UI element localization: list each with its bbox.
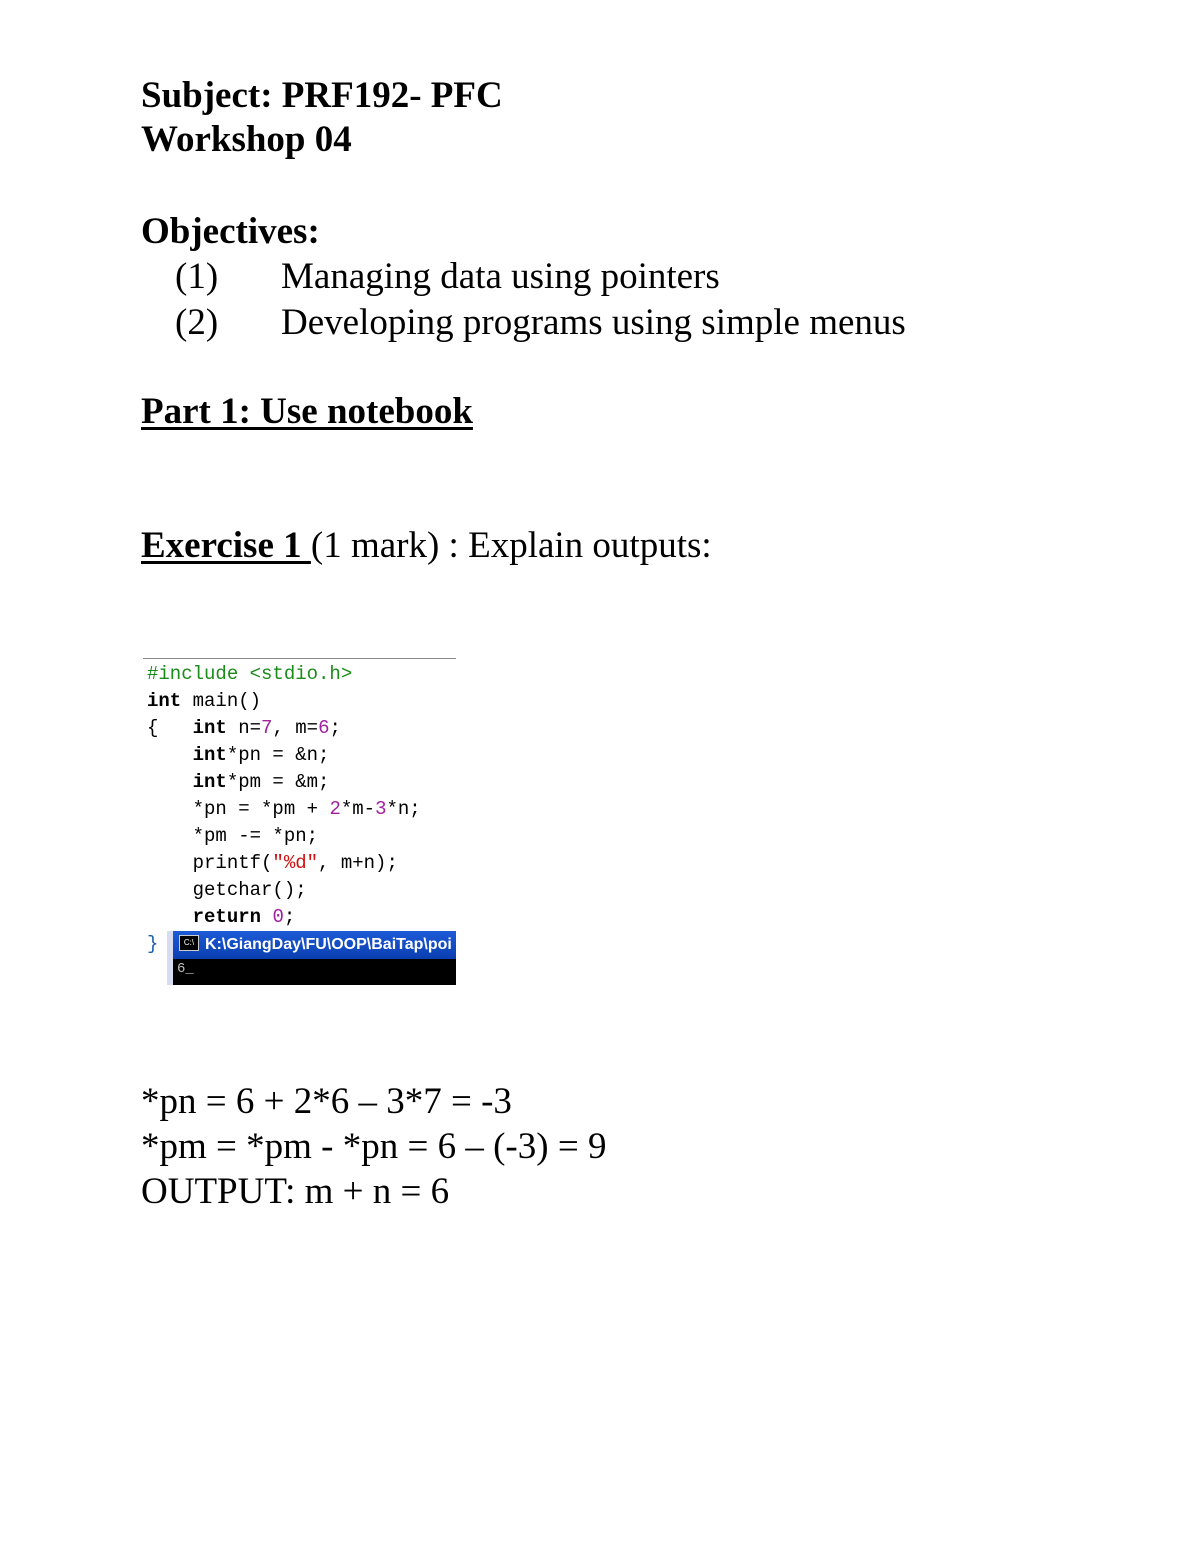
explanation-output: OUTPUT: m + n = 6 [141, 1171, 450, 1212]
code-line: { int n=7, m=6; [147, 717, 341, 739]
subject-title: Subject: PRF192- PFC [141, 75, 503, 116]
code-line: int*pm = &m; [192, 771, 330, 793]
explanation-line: *pm = *pm - *pn = 6 – (-3) = 9 [141, 1126, 607, 1167]
code-line: printf("%d", m+n); [147, 852, 398, 874]
explanation-line: *pn = 6 + 2*6 – 3*7 = -3 [141, 1081, 512, 1122]
workshop-title: Workshop 04 [141, 119, 352, 160]
objectives-heading: Objectives: [141, 211, 320, 252]
code-line: int main() [147, 690, 262, 712]
code-line: int*pn = &n; [192, 744, 330, 766]
objective-text: Developing programs using simple menus [281, 302, 906, 343]
part1-heading: Part 1: Use notebook [141, 391, 473, 432]
exercise1-label: Exercise 1 [141, 525, 311, 566]
objective-number: (2) [175, 302, 219, 343]
console-titlebar [173, 931, 456, 959]
code-line: *pn = *pm + 2*m-3*n; [147, 798, 421, 820]
exercise1-heading [141, 524, 712, 567]
code-line: *pm -= *pn; [147, 825, 319, 847]
cmd-icon: C:\ [179, 935, 199, 951]
console-output: 6_ [173, 959, 456, 985]
code-line: getchar(); [147, 879, 307, 901]
objective-text: Managing data using pointers [281, 256, 720, 297]
objective-number: (1) [175, 256, 219, 297]
code-screenshot [143, 658, 456, 985]
exercise1-description: (1 mark) : Explain outputs: [310, 525, 712, 566]
code-line: return 0; [192, 906, 296, 928]
code-line: } [147, 933, 159, 955]
console-title: K:\GiangDay\FU\OOP\BaiTap\poi [205, 936, 452, 953]
code-line: #include <stdio.h> [147, 663, 353, 685]
